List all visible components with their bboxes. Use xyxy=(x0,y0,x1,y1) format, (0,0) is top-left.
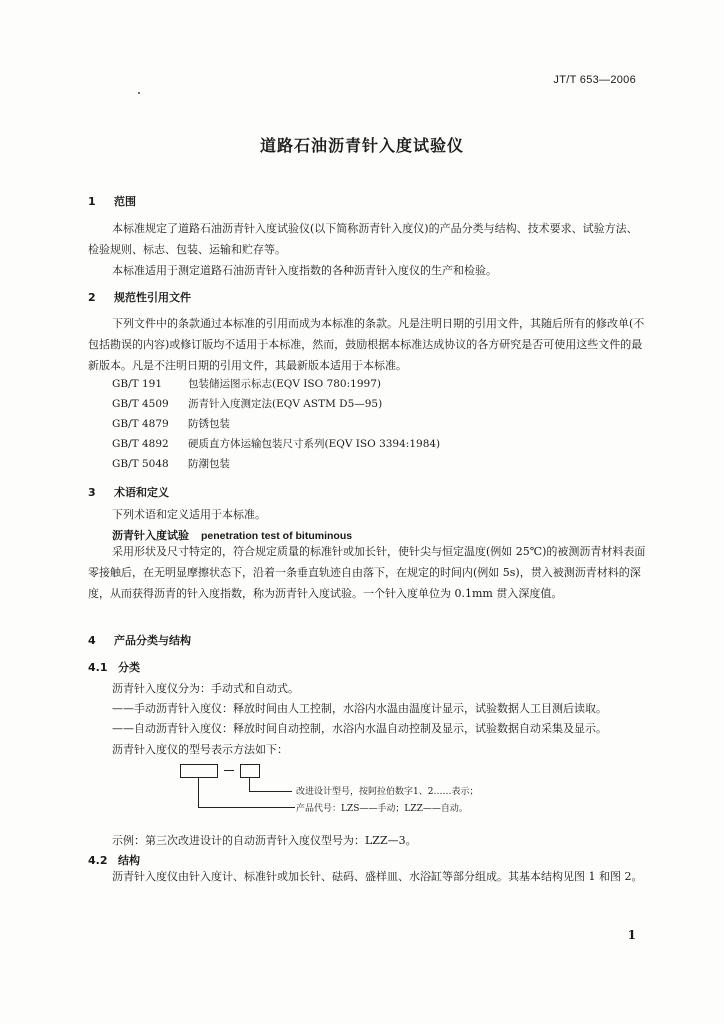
product-code-label: 产品代号：LZS——手动；LZZ——自动。 xyxy=(296,804,468,814)
section-title: 规范性引用文件 xyxy=(114,291,191,304)
subsection-4-1-heading xyxy=(88,659,140,675)
section-1-para-1: 本标准规定了道路石油沥青针入度试验仪(以下简称沥青针入度仪)的产品分类与结构、技术要求、试验方法、检验规则、标志、包装、运输和贮存等。 xyxy=(88,222,638,256)
section-2-para-1: 下列文件中的条款通过本标准的引用而成为本标准的条款。凡是注明日期的引用文件，其随后所有的修改单(不包括勘误的内容)或修订版均不适用于本标准，然而，鼓励根据本标准达成协议的各方研究是否可使用这些文件的最新版本。凡是不注明日期的引用文件，其最新版本适用于本标准。 xyxy=(88,317,645,372)
subsection-number: 4.1 xyxy=(88,661,108,674)
section-3-heading xyxy=(88,484,169,500)
section-2-heading xyxy=(88,289,191,305)
reference-item: GB/T 4892 硬质直方体运输包装尺寸系列(EQV ISO 3394:1984) xyxy=(112,438,441,450)
term-english: penetration test of bituminous xyxy=(201,530,353,542)
section-number: 4 xyxy=(88,634,96,647)
standard-code: JT/T 653—2006 xyxy=(553,74,636,86)
reference-item: GB/T 5048 防潮包装 xyxy=(112,458,230,470)
model-notation-line: 沥青针入度仪的型号表示方法如下： xyxy=(112,743,288,756)
structure-para: 沥青针入度仪由针入度计、标准针或加长针、砝码、盛样皿、水浴缸等部分组成。其基本结构见图 1 和图 2。 xyxy=(112,870,643,883)
scan-speck xyxy=(138,92,140,94)
section-number: 1 xyxy=(88,195,96,208)
auto-type-line: ——自动沥青针入度仪：释放时间自动控制，水浴内水温自动控制及显示，试验数据自动采集及显示。 xyxy=(112,722,607,735)
section-number: 3 xyxy=(88,486,96,499)
subsection-number: 4.2 xyxy=(88,854,108,867)
section-1-para-2: 本标准适用于测定道路石油沥青针入度指数的各种沥青针入度仪的生产和检验。 xyxy=(112,264,497,277)
subsection-title: 分类 xyxy=(118,661,140,674)
section-title: 术语和定义 xyxy=(114,486,169,499)
section-number: 2 xyxy=(88,291,96,304)
model-example: 示例：第三次改进设计的自动沥青针入度仪型号为：LZZ—3。 xyxy=(112,834,417,847)
section-title: 产品分类与结构 xyxy=(114,634,191,647)
subsection-title: 结构 xyxy=(118,854,140,867)
design-number-box xyxy=(240,764,260,778)
model-notation-diagram xyxy=(178,762,518,822)
section-title: 范围 xyxy=(114,195,136,208)
reference-item: GB/T 4879 防锈包装 xyxy=(112,418,230,430)
document-title: 道路石油沥青针入度试验仪 xyxy=(259,136,464,155)
section-4-heading xyxy=(88,632,191,648)
section-1-heading xyxy=(88,193,136,209)
separator-dash xyxy=(224,770,234,771)
classification-line: 沥青针入度仪分为：手动式和自动式。 xyxy=(112,682,299,695)
term-definition: 采用形状及尺寸特定的，符合规定质量的标准针或加长针，使针尖与恒定温度(例如 25℃)的被测沥青材料表面零接触后，在无明显摩擦状态下，沿着一条垂直轨迹自由落下，在规定的时间内(例如 5s)，贯入被测沥青材料的深度，从而获得沥青的针入度指数，称为沥青针入度试验。一个针入度单位为 0.1mm 贯入深度值。 xyxy=(88,545,646,600)
reference-item: GB/T 191 包装储运图示标志(EQV ISO 780:1997) xyxy=(112,378,381,390)
term-chinese: 沥青针入度试验 xyxy=(112,529,189,542)
manual-type-line: ——手动沥青针入度仪：释放时间由人工控制，水浴内水温由温度计显示，试验数据人工目测后读取。 xyxy=(112,702,607,715)
reference-item: GB/T 4509 沥青针入度测定法(EQV ASTM D5—95) xyxy=(112,398,383,410)
product-code-box xyxy=(180,764,218,778)
section-3-intro: 下列术语和定义适用于本标准。 xyxy=(112,508,266,521)
design-number-label: 改进设计型号，按阿拉伯数字1、2……表示； xyxy=(296,787,479,797)
page-number: 1 xyxy=(627,928,636,942)
